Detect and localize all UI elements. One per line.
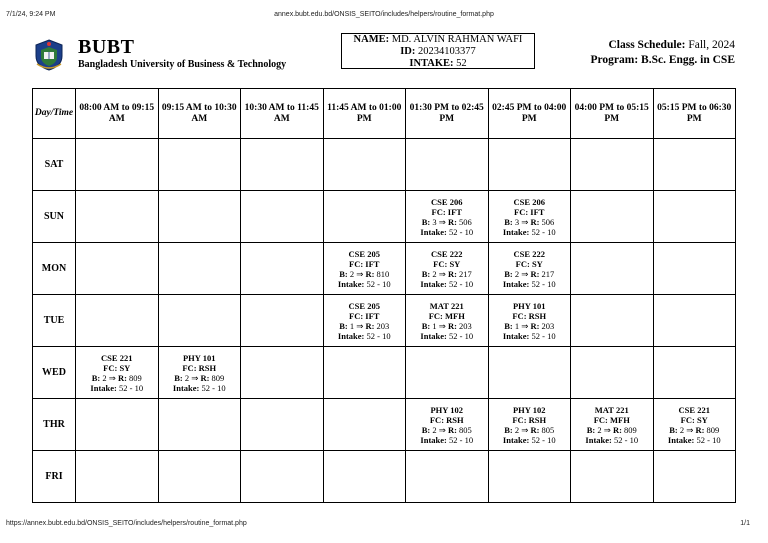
class-cell (158, 347, 241, 399)
room-label: R: (612, 424, 622, 435)
empty-cell (241, 139, 324, 191)
batch-label: B: (421, 320, 431, 331)
batch-value: 3 (514, 216, 520, 227)
intake-line (406, 435, 488, 445)
room-value: 809 (624, 424, 637, 435)
empty-cell (158, 399, 241, 451)
empty-cell (76, 191, 159, 243)
time-slot-header: 10:30 AM to 11:45 AM (241, 89, 324, 139)
room-value: 810 (376, 268, 390, 279)
corner-header: Day/Time (33, 89, 76, 139)
intake-line (571, 435, 653, 445)
room-label: R: (530, 268, 540, 279)
empty-cell (76, 451, 159, 503)
batch-label: B: (669, 424, 678, 435)
day-label: SUN (33, 191, 76, 243)
faculty-code: FC: IFT (349, 258, 380, 269)
intake-cell-value: 52 - 10 (366, 330, 391, 341)
class-cell (76, 347, 159, 399)
arrow-icon: ⇒ (356, 268, 364, 279)
batch-room-line (406, 321, 488, 331)
institution-short-name: BUBT (78, 36, 135, 58)
arrow-icon: ⇒ (521, 216, 529, 227)
batch-label: B: (339, 320, 348, 331)
day-row-sat (33, 139, 736, 191)
faculty-code: FC: IFT (514, 206, 545, 217)
intake-cell-value: 52 - 10 (448, 330, 474, 341)
room-label: R: (447, 320, 457, 331)
empty-cell (76, 295, 159, 347)
intake-cell-label: Intake: (90, 382, 117, 393)
course-code: PHY 101 (512, 300, 546, 311)
intake-line (406, 331, 488, 341)
empty-cell (653, 191, 736, 243)
course-code: CSE 206 (431, 196, 463, 207)
empty-cell (158, 295, 241, 347)
faculty-code: FC: SY (680, 414, 708, 425)
empty-cell (488, 451, 571, 503)
intake-line (159, 383, 241, 393)
schedule-info (590, 38, 735, 68)
batch-room-line (159, 373, 241, 383)
room-label: R: (530, 320, 540, 331)
empty-cell (406, 139, 489, 191)
arrow-icon: ⇒ (108, 372, 116, 383)
faculty-code: FC: RSH (512, 414, 547, 425)
class-cell (488, 243, 571, 295)
faculty-code: FC: IFT (349, 310, 380, 321)
batch-room-line (489, 269, 571, 279)
arrow-icon: ⇒ (438, 424, 446, 435)
student-intake-line (342, 58, 534, 70)
time-slot-header: 08:00 AM to 09:15 AM (76, 89, 159, 139)
intake-cell-label: Intake: (502, 278, 530, 289)
batch-label: B: (504, 216, 513, 227)
empty-cell (653, 451, 736, 503)
student-name-line (342, 34, 534, 46)
batch-room-line (406, 217, 488, 227)
intake-cell-value: 52 - 10 (448, 226, 474, 237)
day-row-wed (33, 347, 736, 399)
empty-cell (571, 451, 654, 503)
name-label: NAME: (353, 34, 390, 45)
batch-label: B: (421, 424, 431, 435)
institution-full-name: Bangladesh University of Business & Technology (78, 59, 287, 70)
arrow-icon: ⇒ (686, 424, 694, 435)
print-url: annex.bubt.edu.bd/ONSIS_SEITO/includes/helpers/routine_format.php (274, 11, 494, 18)
batch-value: 2 (102, 372, 107, 383)
batch-room-line (654, 425, 736, 435)
student-id: 20234103377 (418, 46, 476, 57)
program-line (590, 53, 735, 68)
empty-cell (653, 295, 736, 347)
batch-room-line (489, 217, 571, 227)
intake-cell-value: 52 - 10 (201, 382, 226, 393)
footer-url: https://annex.bubt.edu.bd/ONSIS_SEITO/includes/helpers/routine_format.php (6, 520, 247, 527)
student-id-line (342, 46, 534, 58)
intake-cell-value: 52 - 10 (118, 382, 144, 393)
id-label: ID: (400, 46, 416, 57)
class-schedule-label: Class Schedule: (608, 39, 686, 51)
batch-room-line (406, 425, 488, 435)
term: Fall, 2024 (688, 39, 735, 51)
day-label: FRI (33, 451, 76, 503)
batch-label: B: (504, 320, 513, 331)
faculty-code: FC: SY (433, 258, 461, 269)
intake-cell-value: 52 - 10 (613, 434, 639, 445)
intake-cell-label: Intake: (585, 434, 612, 445)
empty-cell (406, 347, 489, 399)
room-value: 506 (459, 216, 472, 227)
empty-cell (653, 243, 736, 295)
batch-value: 1 (514, 320, 520, 331)
course-code: MAT 221 (429, 300, 464, 311)
student-info-box (341, 33, 535, 69)
day-label: TUE (33, 295, 76, 347)
batch-room-line (324, 321, 406, 331)
arrow-icon: ⇒ (521, 268, 529, 279)
empty-cell (571, 295, 654, 347)
room-value: 203 (376, 320, 390, 331)
empty-cell (323, 399, 406, 451)
intake-line (406, 279, 488, 289)
intake-cell-label: Intake: (420, 226, 447, 237)
day-label: MON (33, 243, 76, 295)
intake-cell-label: Intake: (337, 278, 365, 289)
empty-cell (241, 243, 324, 295)
intake-line (489, 331, 571, 341)
room-label: R: (530, 216, 540, 227)
room-value: 805 (541, 424, 555, 435)
room-label: R: (365, 320, 375, 331)
empty-cell (76, 139, 159, 191)
empty-cell (323, 191, 406, 243)
empty-cell (76, 243, 159, 295)
batch-value: 1 (349, 320, 355, 331)
arrow-icon: ⇒ (438, 268, 446, 279)
room-value: 217 (541, 268, 555, 279)
course-code: PHY 101 (182, 352, 216, 363)
print-footer (0, 520, 768, 530)
time-slot-header: 09:15 AM to 10:30 AM (158, 89, 241, 139)
batch-label: B: (504, 268, 513, 279)
batch-label: B: (339, 268, 348, 279)
empty-cell (571, 347, 654, 399)
empty-cell (158, 451, 241, 503)
class-cell (406, 399, 489, 451)
time-slot-header: 11:45 AM to 01:00 PM (323, 89, 406, 139)
empty-cell (323, 139, 406, 191)
time-slot-header: 05:15 PM to 06:30 PM (653, 89, 736, 139)
batch-value: 3 (432, 216, 437, 227)
class-cell (488, 295, 571, 347)
batch-value: 2 (349, 268, 355, 279)
faculty-code: FC: RSH (512, 310, 547, 321)
faculty-code: FC: RSH (182, 362, 217, 373)
intake-cell-label: Intake: (502, 330, 530, 341)
day-row-sun (33, 191, 736, 243)
batch-value: 2 (597, 424, 602, 435)
intake-cell-value: 52 - 10 (448, 434, 474, 445)
arrow-icon: ⇒ (521, 320, 529, 331)
day-label: WED (33, 347, 76, 399)
time-slot-header: 02:45 PM to 04:00 PM (488, 89, 571, 139)
program-label: Program: (590, 54, 639, 66)
class-cell (653, 399, 736, 451)
batch-value: 2 (184, 372, 190, 383)
course-code: CSE 221 (101, 352, 133, 363)
empty-cell (323, 347, 406, 399)
course-code: CSE 205 (348, 300, 380, 311)
intake-cell-value: 52 - 10 (531, 278, 556, 289)
empty-cell (158, 243, 241, 295)
intake-cell-value: 52 - 10 (531, 226, 556, 237)
class-schedule-line (590, 38, 735, 53)
class-cell (406, 295, 489, 347)
room-label: R: (117, 372, 127, 383)
intake-cell-value: 52 - 10 (531, 434, 556, 445)
empty-cell (571, 191, 654, 243)
day-label: THR (33, 399, 76, 451)
batch-value: 2 (514, 424, 520, 435)
class-cell (406, 191, 489, 243)
faculty-code: FC: IFT (431, 206, 462, 217)
course-code: CSE 205 (348, 248, 380, 259)
empty-cell (76, 399, 159, 451)
faculty-code: FC: MFH (428, 310, 465, 321)
batch-room-line (571, 425, 653, 435)
day-row-mon (33, 243, 736, 295)
intake-cell-label: Intake: (502, 434, 530, 445)
intake-cell-value: 52 - 10 (448, 278, 474, 289)
empty-cell (241, 399, 324, 451)
room-value: 203 (541, 320, 555, 331)
empty-cell (653, 139, 736, 191)
intake-cell-value: 52 - 10 (366, 278, 391, 289)
intake-cell-label: Intake: (172, 382, 200, 393)
intake-cell-label: Intake: (420, 434, 447, 445)
empty-cell (158, 191, 241, 243)
batch-value: 2 (514, 268, 520, 279)
arrow-icon: ⇒ (356, 320, 364, 331)
intake-cell-label: Intake: (420, 330, 447, 341)
day-row-tue (33, 295, 736, 347)
intake-cell-label: Intake: (502, 226, 530, 237)
batch-room-line (406, 269, 488, 279)
intake-cell-value: 52 - 10 (696, 434, 721, 445)
room-label: R: (447, 216, 457, 227)
arrow-icon: ⇒ (603, 424, 611, 435)
bubt-logo-icon (32, 38, 66, 72)
course-code: CSE 222 (513, 248, 545, 259)
empty-cell (488, 139, 571, 191)
batch-value: 1 (432, 320, 437, 331)
batch-room-line (489, 321, 571, 331)
course-code: CSE 206 (513, 196, 545, 207)
intake-label: INTAKE: (409, 58, 454, 69)
course-code: PHY 102 (512, 404, 546, 415)
room-value: 217 (459, 268, 472, 279)
course-code: MAT 221 (594, 404, 629, 415)
empty-cell (406, 451, 489, 503)
day-label: SAT (33, 139, 76, 191)
routine-table (32, 88, 736, 503)
intake-line (76, 383, 158, 393)
empty-cell (241, 295, 324, 347)
table-header-row (33, 89, 736, 139)
empty-cell (488, 347, 571, 399)
intake-line (489, 435, 571, 445)
arrow-icon: ⇒ (521, 424, 529, 435)
time-slot-header: 04:00 PM to 05:15 PM (571, 89, 654, 139)
batch-room-line (489, 425, 571, 435)
batch-value: 2 (432, 424, 437, 435)
print-header (0, 11, 768, 21)
intake-line (324, 279, 406, 289)
intake-line (489, 227, 571, 237)
course-code: CSE 222 (431, 248, 463, 259)
class-cell (323, 243, 406, 295)
batch-label: B: (421, 268, 431, 279)
course-code: CSE 221 (678, 404, 710, 415)
day-row-fri (33, 451, 736, 503)
intake-line (406, 227, 488, 237)
day-row-thr (33, 399, 736, 451)
intake-cell-label: Intake: (420, 278, 447, 289)
intake-cell-label: Intake: (337, 330, 365, 341)
batch-room-line (324, 269, 406, 279)
room-value: 809 (211, 372, 225, 383)
faculty-code: FC: MFH (593, 414, 630, 425)
empty-cell (241, 347, 324, 399)
class-cell (406, 243, 489, 295)
batch-value: 2 (432, 268, 437, 279)
empty-cell (241, 191, 324, 243)
batch-label: B: (421, 216, 431, 227)
course-code: PHY 102 (430, 404, 463, 415)
intake-line (654, 435, 736, 445)
arrow-icon: ⇒ (438, 216, 446, 227)
room-label: R: (365, 268, 375, 279)
room-label: R: (530, 424, 540, 435)
empty-cell (653, 347, 736, 399)
room-label: R: (200, 372, 210, 383)
class-cell (488, 191, 571, 243)
class-cell (571, 399, 654, 451)
table-body (33, 139, 736, 503)
empty-cell (323, 451, 406, 503)
room-label: R: (447, 268, 457, 279)
batch-label: B: (586, 424, 596, 435)
empty-cell (241, 451, 324, 503)
empty-cell (158, 139, 241, 191)
faculty-code: FC: SY (103, 362, 131, 373)
room-value: 809 (129, 372, 142, 383)
batch-label: B: (504, 424, 513, 435)
program: B.Sc. Engg. in CSE (641, 54, 735, 66)
batch-value: 2 (679, 424, 685, 435)
batch-room-line (76, 373, 158, 383)
intake-line (324, 331, 406, 341)
faculty-code: FC: SY (515, 258, 543, 269)
room-value: 809 (706, 424, 720, 435)
empty-cell (571, 243, 654, 295)
empty-cell (571, 139, 654, 191)
time-slot-header: 01:30 PM to 02:45 PM (406, 89, 489, 139)
arrow-icon: ⇒ (438, 320, 446, 331)
class-cell (488, 399, 571, 451)
intake-cell-value: 52 - 10 (531, 330, 556, 341)
room-label: R: (447, 424, 457, 435)
room-label: R: (695, 424, 705, 435)
batch-label: B: (174, 372, 183, 383)
page-number: 1/1 (740, 520, 750, 527)
student-intake: 52 (456, 58, 467, 69)
room-value: 203 (459, 320, 472, 331)
faculty-code: FC: RSH (429, 414, 464, 425)
room-value: 506 (541, 216, 555, 227)
student-name: MD. ALVIN RAHMAN WAFI (391, 34, 523, 45)
batch-label: B: (91, 372, 101, 383)
class-cell (323, 295, 406, 347)
room-value: 805 (459, 424, 472, 435)
intake-cell-label: Intake: (667, 434, 695, 445)
institution-brand (78, 36, 286, 70)
arrow-icon: ⇒ (191, 372, 199, 383)
intake-line (489, 279, 571, 289)
print-datetime: 7/1/24, 9:24 PM (6, 11, 56, 18)
